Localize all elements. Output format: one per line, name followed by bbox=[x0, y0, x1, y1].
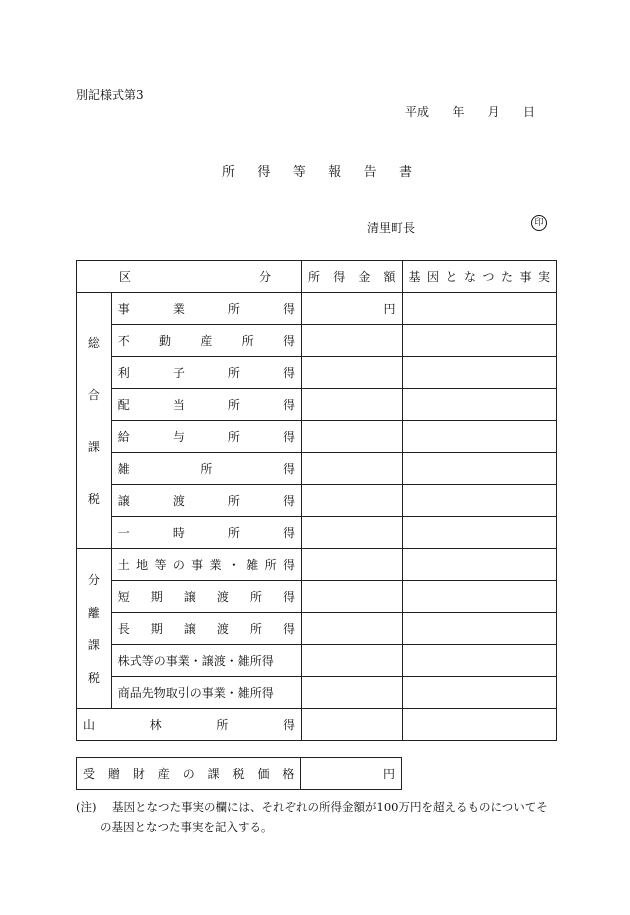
table-row bbox=[77, 485, 557, 517]
label-char: 所 bbox=[227, 398, 240, 412]
header-char: な bbox=[464, 270, 477, 284]
header-char: 因 bbox=[427, 270, 440, 284]
label-char: 商品先物取引の事業・雑所得 bbox=[117, 686, 274, 700]
gift-label-char: 産 bbox=[157, 767, 170, 781]
label-char: 事 bbox=[117, 302, 130, 316]
table-row bbox=[77, 357, 557, 389]
income-type-label bbox=[111, 517, 301, 549]
label-char: 当 bbox=[172, 398, 185, 412]
header-char: 基 bbox=[408, 270, 421, 284]
amount-cell[interactable] bbox=[302, 485, 403, 517]
label-char: 時 bbox=[172, 526, 185, 540]
gift-label bbox=[77, 758, 301, 790]
label-char: 所 bbox=[227, 366, 240, 380]
label-char: 配 bbox=[117, 398, 130, 412]
label-char: 所 bbox=[249, 590, 262, 604]
gift-label-char: 格 bbox=[282, 767, 295, 781]
table-row bbox=[77, 709, 557, 741]
amount-cell[interactable] bbox=[302, 325, 403, 357]
basis-cell[interactable] bbox=[402, 677, 556, 709]
month-label: 月 bbox=[487, 105, 500, 119]
income-type-label bbox=[111, 389, 301, 421]
label-char: 渡 bbox=[216, 622, 229, 636]
basis-cell[interactable] bbox=[402, 357, 556, 389]
income-type-label bbox=[111, 357, 301, 389]
basis-cell[interactable] bbox=[402, 581, 556, 613]
table-row bbox=[77, 389, 557, 421]
gift-amount-cell[interactable]: 円 bbox=[301, 758, 402, 790]
income-type-label bbox=[111, 325, 301, 357]
basis-header bbox=[402, 261, 556, 293]
income-type-label bbox=[111, 549, 301, 581]
amount-cell[interactable] bbox=[302, 549, 403, 581]
group-label-char: 分 bbox=[87, 573, 100, 588]
gift-label-char: の bbox=[182, 767, 195, 781]
group-label bbox=[77, 293, 112, 549]
gift-tax-table bbox=[76, 757, 402, 790]
amount-header bbox=[302, 261, 403, 293]
era-label: 平成 bbox=[405, 105, 430, 119]
label-char: 譲 bbox=[183, 590, 196, 604]
label-char: 得 bbox=[282, 590, 295, 604]
label-char: 譲 bbox=[117, 494, 130, 508]
table-row bbox=[77, 421, 557, 453]
label-char: 動 bbox=[159, 334, 172, 348]
label-char: 得 bbox=[283, 526, 296, 540]
group-label-char: 税 bbox=[87, 670, 100, 685]
label-char: 所 bbox=[216, 718, 229, 732]
header-char: つ bbox=[482, 270, 495, 284]
label-char: 期 bbox=[150, 590, 163, 604]
label-char: 譲 bbox=[183, 622, 196, 636]
table-row bbox=[77, 325, 557, 357]
label-char: 等 bbox=[154, 558, 167, 572]
group-label-char: 税 bbox=[87, 492, 100, 506]
header-char: 分 bbox=[259, 270, 272, 284]
header-char: 実 bbox=[537, 270, 550, 284]
amount-cell[interactable] bbox=[302, 517, 403, 549]
label-char: 得 bbox=[283, 302, 296, 316]
label-char: ・ bbox=[227, 558, 240, 572]
header-char: 区 bbox=[119, 270, 132, 284]
note-line-1: 基因となつた事実の欄には、それぞれの所得金額が100万円を超えるものについてそ bbox=[112, 800, 548, 814]
day-label: 日 bbox=[522, 105, 535, 119]
label-char: 所 bbox=[227, 494, 240, 508]
basis-cell[interactable] bbox=[402, 421, 556, 453]
form-number-label: 別記様式第3 bbox=[76, 88, 144, 102]
income-type-label bbox=[111, 293, 301, 325]
label-char: 期 bbox=[150, 622, 163, 636]
gift-label-char: 税 bbox=[232, 767, 245, 781]
label-char: 得 bbox=[282, 622, 295, 636]
header-char: 得 bbox=[333, 270, 346, 284]
income-type-label bbox=[111, 613, 301, 645]
label-char: 得 bbox=[282, 334, 295, 348]
income-type-label bbox=[111, 677, 301, 709]
title-char: 得 bbox=[257, 165, 271, 180]
basis-cell[interactable] bbox=[402, 485, 556, 517]
label-char: 山 bbox=[83, 718, 96, 732]
gift-label-char: 贈 bbox=[107, 767, 120, 781]
label-char: 地 bbox=[136, 558, 149, 572]
amount-cell[interactable] bbox=[302, 357, 403, 389]
amount-cell[interactable]: 円 bbox=[302, 293, 403, 325]
basis-cell[interactable] bbox=[402, 293, 556, 325]
amount-cell[interactable] bbox=[302, 613, 403, 645]
amount-cell[interactable] bbox=[302, 581, 403, 613]
title-char: 書 bbox=[398, 165, 412, 180]
label-char: 得 bbox=[283, 398, 296, 412]
label-char: 得 bbox=[283, 718, 296, 732]
label-char: 所 bbox=[200, 462, 213, 476]
gift-row bbox=[77, 758, 402, 790]
header-char: 金 bbox=[358, 270, 371, 284]
label-char: 渡 bbox=[172, 494, 185, 508]
label-char: 得 bbox=[283, 366, 296, 380]
gift-label-char: 価 bbox=[257, 767, 270, 781]
table-row bbox=[77, 517, 557, 549]
amount-cell[interactable] bbox=[302, 709, 403, 741]
group-label-char: 課 bbox=[87, 638, 100, 653]
label-char: 産 bbox=[200, 334, 213, 348]
gift-label-char: 財 bbox=[132, 767, 145, 781]
label-char: 所 bbox=[227, 302, 240, 316]
label-char: 与 bbox=[172, 430, 185, 444]
gift-label-char: 受 bbox=[83, 767, 96, 781]
income-table bbox=[76, 260, 557, 741]
amount-cell[interactable] bbox=[302, 421, 403, 453]
basis-cell[interactable] bbox=[402, 549, 556, 581]
label-char: 事 bbox=[191, 558, 204, 572]
label-char: 林 bbox=[149, 718, 162, 732]
label-char: 所 bbox=[241, 334, 254, 348]
label-char: 所 bbox=[249, 622, 262, 636]
label-char: 株式等の事業・譲渡・雑所得 bbox=[117, 654, 274, 668]
table-row bbox=[77, 453, 557, 485]
amount-cell[interactable] bbox=[302, 645, 403, 677]
document-title bbox=[222, 161, 412, 180]
table-header-row bbox=[77, 261, 557, 293]
label-char: 一 bbox=[117, 526, 130, 540]
label-char: 長 bbox=[117, 622, 130, 636]
basis-cell[interactable] bbox=[402, 325, 556, 357]
note-line-2: の基因となつた事実を記入する。 bbox=[100, 820, 273, 834]
title-char: 報 bbox=[328, 165, 342, 180]
label-char: 業 bbox=[172, 302, 185, 316]
forest-income-label bbox=[77, 709, 302, 741]
label-char: 雑 bbox=[246, 558, 259, 572]
income-type-label bbox=[111, 453, 301, 485]
label-char: 雑 bbox=[117, 462, 130, 476]
category-header bbox=[77, 261, 302, 293]
amount-cell[interactable] bbox=[302, 453, 403, 485]
label-char: 土 bbox=[117, 558, 130, 572]
basis-cell[interactable] bbox=[402, 709, 556, 741]
table-row bbox=[77, 293, 557, 325]
addressee: 清里町長 bbox=[367, 221, 416, 235]
basis-cell[interactable] bbox=[402, 389, 556, 421]
label-char: 不 bbox=[117, 334, 130, 348]
header-char: 事 bbox=[519, 270, 532, 284]
year-label: 年 bbox=[452, 105, 465, 119]
group-label-char: 合 bbox=[87, 388, 100, 402]
label-char: 所 bbox=[227, 526, 240, 540]
label-char: 得 bbox=[283, 430, 296, 444]
label-char: 渡 bbox=[216, 590, 229, 604]
table-row bbox=[77, 549, 557, 581]
basis-cell[interactable] bbox=[402, 613, 556, 645]
label-char: 所 bbox=[264, 558, 277, 572]
table-row bbox=[77, 581, 557, 613]
income-type-label bbox=[111, 485, 301, 517]
seal-mark: 印 bbox=[531, 215, 547, 231]
label-char: 業 bbox=[209, 558, 222, 572]
label-char: 子 bbox=[172, 366, 185, 380]
label-char: 得 bbox=[283, 494, 296, 508]
label-char: 利 bbox=[117, 366, 130, 380]
basis-cell[interactable] bbox=[402, 453, 556, 485]
income-type-label bbox=[111, 645, 301, 677]
header-char: 額 bbox=[383, 270, 396, 284]
title-char: 所 bbox=[222, 165, 236, 180]
header-char: と bbox=[445, 270, 458, 284]
date-line bbox=[405, 103, 535, 120]
income-type-label bbox=[111, 421, 301, 453]
group-label-char: 総 bbox=[87, 336, 100, 350]
table-row bbox=[77, 645, 557, 677]
label-char: 得 bbox=[283, 462, 296, 476]
footnote bbox=[76, 797, 556, 837]
header-char: 所 bbox=[308, 270, 321, 284]
title-char: 等 bbox=[292, 165, 306, 180]
table-row bbox=[77, 613, 557, 645]
amount-cell[interactable] bbox=[302, 677, 403, 709]
group-label bbox=[77, 549, 112, 709]
label-char: の bbox=[172, 558, 185, 572]
title-char: 告 bbox=[363, 165, 377, 180]
label-char: 給 bbox=[117, 430, 130, 444]
group-label-char: 離 bbox=[87, 605, 100, 620]
label-char: 短 bbox=[117, 590, 130, 604]
gift-label-char: 課 bbox=[207, 767, 220, 781]
label-char: 得 bbox=[282, 558, 295, 572]
header-char: た bbox=[500, 270, 513, 284]
group-label-char: 課 bbox=[87, 440, 100, 454]
table-row bbox=[77, 677, 557, 709]
basis-cell[interactable] bbox=[402, 645, 556, 677]
basis-cell[interactable] bbox=[402, 517, 556, 549]
note-mark: (注) bbox=[76, 800, 97, 814]
amount-cell[interactable] bbox=[302, 389, 403, 421]
income-type-label bbox=[111, 581, 301, 613]
label-char: 所 bbox=[227, 430, 240, 444]
